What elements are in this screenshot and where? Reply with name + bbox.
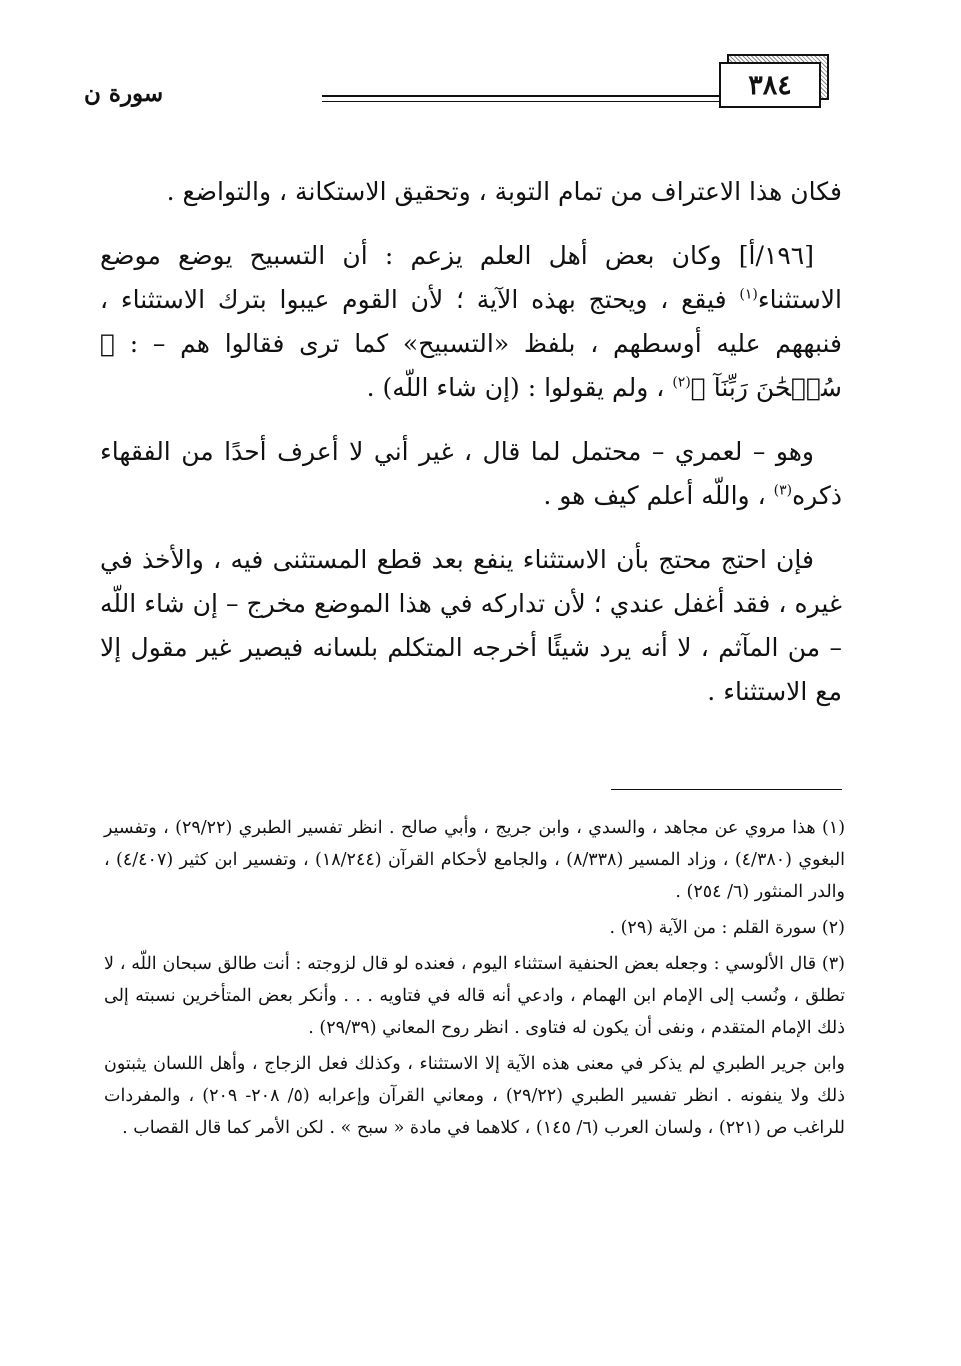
paragraph-3-part-a: وهو – لعمري – محتمل لما قال ، غير أني لا أعرف أحدًا من الفقهاء ذكره: [100, 437, 842, 510]
footnote-3: (٣) قال الألوسي : وجعله بعض الحنفية استثناء اليوم ، فعنده لو قال لزوجته : أنت طالق سبحان اللّه ، لا تطلق ، ونُسب إلى الإمام ابن الهمام ، وادعي أنه قاله في فتاويه . . . وأنكر بعض المتأخرين نسبته إلى ذلك الإمام المتقدم ، ونفى أن يكون له فتاوى . انظر روح المعاني (٢٩/٣٩) .: [104, 954, 845, 1038]
page-number: ٣٨٤: [719, 62, 821, 108]
footnote-ref-3: (٣): [773, 482, 793, 499]
footnotes: [104, 812, 845, 1144]
paragraph-3: [100, 430, 842, 518]
main-text: [100, 170, 842, 714]
paragraph-3-part-b: ، واللّه أعلم كيف هو .: [543, 481, 774, 510]
footnote-2: (٢) سورة القلم : من الآية (٢٩) .: [609, 918, 845, 938]
footnote-1: (١) هذا مروي عن مجاهد ، والسدي ، وابن جريج ، وأبي صالح . انظر تفسير الطبري (٢٩/٢٢) ، وتفسير البغوي (٤/٣٨٠) ، وزاد المسير (٨/٣٣٨) ، والجامع لأحكام القرآن (١٨/٢٤٤) ، وتفسير ابن كثير (٤/٤٠٧) ، والدر المنثور (٦/ ٢٥٤) .: [104, 818, 846, 902]
paragraph-4: فإن احتج محتج بأن الاستثناء ينفع بعد قطع المستثنى فيه ، والأخذ في غيره ، فقد أغفل عندي ؛ لأن تداركه في هذا الموضع مخرج – إن شاء اللّه – من المآثم ، لا أنه يرد شيئًا أخرجه المتكلم بلسانه فيصير غير مقول إلا مع الاستثناء .: [100, 545, 842, 706]
paragraph-2-part-a: [١٩٦/أ] وكان بعض أهل العلم يزعم : أن التسبيح يوضع موضع الاستثناء: [100, 241, 842, 314]
paragraph-2-part-b: فيقع ، ويحتج بهذه الآية ؛ لأن القوم عيبوا بترك الاستثناء ، فنبههم عليه أوسطهم ، بلفظ «التسبيح» كما ترى فقالوا هم – : ﴿ سُبۡحَٰنَ رَبِّنَآ ﴾: [100, 285, 842, 402]
running-title: سورة ن: [84, 80, 164, 107]
header-rule: [322, 95, 719, 97]
footnote-ref-2: (٢): [672, 374, 691, 391]
paragraph-1: فكان هذا الاعتراف من تمام التوبة ، وتحقيق الاستكانة ، والتواضع .: [166, 177, 842, 206]
footnote-separator: [611, 789, 842, 790]
paragraph-2: [100, 234, 842, 410]
header-rule-thin: [322, 101, 719, 102]
paragraph-2-part-c: ، ولم يقولوا : (إن شاء اللّه) .: [366, 373, 673, 402]
footnote-ref-1: (١): [739, 286, 758, 303]
footnote-3-continuation: وابن جرير الطبري لم يذكر في معنى هذه الآية إلا الاستثناء ، وكذلك فعل الزجاج ، وأهل اللسان يثبتون ذلك ولا ينفونه . انظر تفسير الطبري (٢٩/٢٢) ، ومعاني القرآن وإعرابه (٥/ ٢٠٨- ٢٠٩) ، والمفردات للراغب ص (٢٢١) ، ولسان العرب (٦/ ١٤٥) ، كلاهما في مادة « سبح » . لكن الأمر كما قال القصاب .: [104, 1054, 845, 1138]
